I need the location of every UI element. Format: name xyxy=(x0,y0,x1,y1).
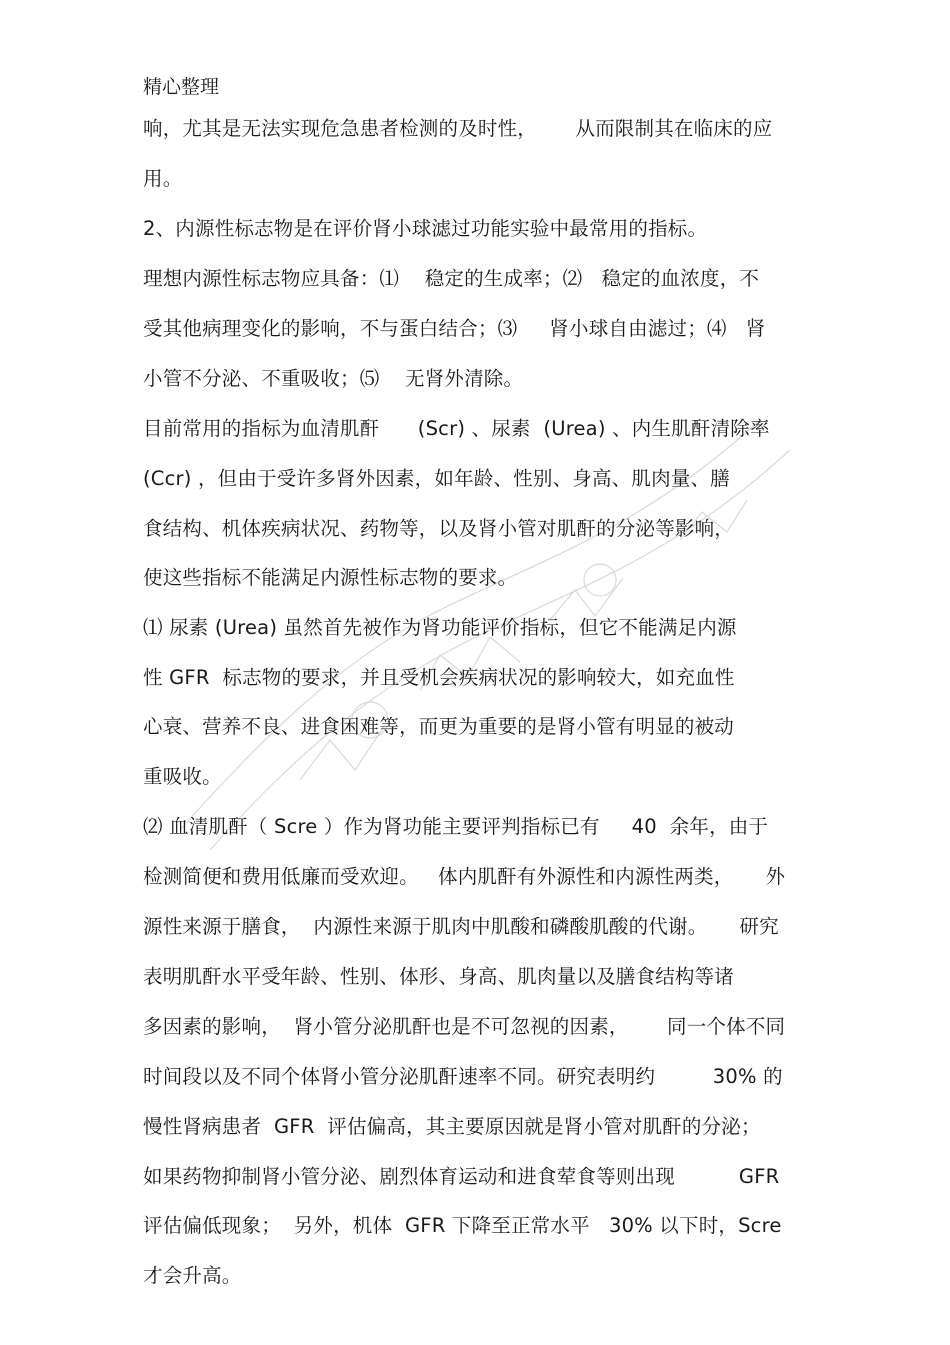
text-line: 检测简便和费用低廉而受欢迎。 体内肌酐有外源性和内源性两类， 外 xyxy=(143,865,786,888)
text-line: 心衰、营养不良、进食困难等，而更为重要的是肾小管有明显的被动 xyxy=(143,715,735,738)
text-line: 响，尤其是无法实现危急患者检测的及时性， 从而限制其在临床的应 xyxy=(143,117,773,140)
text-line: (Ccr) ，但由于受许多肾外因素，如年龄、性别、身高、肌肉量、膳 xyxy=(143,467,730,490)
text-line: 如果药物抑制肾小管分泌、剧烈体育运动和进食荤食等则出现 GFR xyxy=(143,1165,780,1188)
text-line: 评估偏低现象； 另外，机体 GFR 下降至正常水平 30% 以下时，Scre xyxy=(143,1214,782,1237)
text-line: 重吸收。 xyxy=(143,765,222,788)
text-line: 多因素的影响， 肾小管分泌肌酐也是不可忽视的因素， 同一个体不同 xyxy=(143,1015,786,1038)
text-line: 性 GFR 标志物的要求，并且受机会疾病状况的影响较大，如充血性 xyxy=(143,666,735,689)
text-line: 食结构、机体疾病状况、药物等，以及肾小管对肌酐的分泌等影响， xyxy=(143,517,735,540)
text-line: 目前常用的指标为血清肌酐 (Scr) 、尿素 (Urea) 、内生肌酐清除率 xyxy=(143,417,770,440)
text-line: 2、内源性标志物是在评价肾小球滤过功能实验中最常用的指标。 xyxy=(143,217,708,240)
page-header: 精心整理 xyxy=(143,76,220,98)
text-line: 用。 xyxy=(143,167,183,190)
text-line: 表明肌酐水平受年龄、性别、体形、身高、肌肉量以及膳食结构等诸 xyxy=(143,965,735,988)
text-line: ⑴ 尿素 (Urea) 虽然首先被作为肾功能评价指标，但它不能满足内源 xyxy=(143,616,737,639)
text-line: 理想内源性标志物应具备：⑴ 稳定的生成率；⑵ 稳定的血浓度，不 xyxy=(143,267,760,290)
text-line: 源性来源于膳食， 内源性来源于肌肉中肌酸和磷酸肌酸的代谢。 研究 xyxy=(143,915,779,938)
text-line: 慢性肾病患者 GFR 评估偏高，其主要原因就是肾小管对肌酐的分泌； xyxy=(143,1115,761,1138)
text-line: 才会升高。 xyxy=(143,1264,242,1287)
text-line: 小管不分泌、不重吸收；⑸ 无肾外清除。 xyxy=(143,367,524,390)
text-line: 受其他病理变化的影响，不与蛋白结合；⑶ 肾小球自由滤过；⑷ 肾 xyxy=(143,317,766,340)
text-line: ⑵ 血清肌酐（ Scre ）作为肾功能主要评判指标已有 40 余年，由于 xyxy=(143,815,769,838)
text-line: 使这些指标不能满足内源性标志物的要求。 xyxy=(143,566,518,589)
text-line: 时间段以及不同个体肾小管分泌肌酐速率不同。研究表明约 30% 的 xyxy=(143,1065,783,1088)
